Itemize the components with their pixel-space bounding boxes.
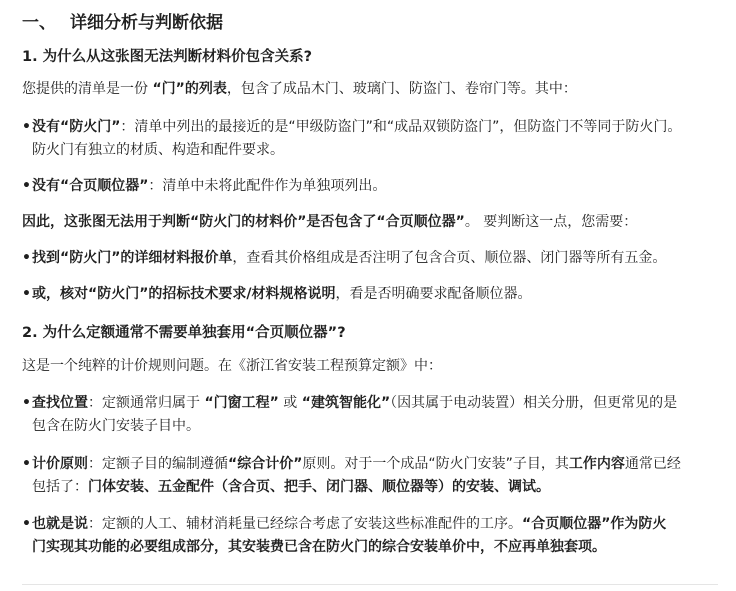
q1-intro-text-a: 您提供的清单是一份 [22,81,153,97]
bullet-icon: • [22,516,31,532]
list-item-pricing-principle [22,453,681,499]
bullet-icon: • [22,119,31,135]
list-item-no-fire-door [22,116,681,162]
list-item-text: ：定额子目的编制遵循 [88,456,228,472]
question-2-heading: 2. 为什么定额通常不需要单独套用“合页顺位器”? [22,325,346,341]
list-item-label: 找到“防火门”的详细材料报价单 [32,250,233,266]
list-item-text-continued: 包括了： [32,479,88,495]
bottom-divider [22,584,718,585]
list-item-label: 查找位置 [32,395,88,411]
bullet-icon: • [22,178,31,194]
bullet-icon: • [22,456,31,472]
list-item-text: 原则。对于一个成品“防火门安装”子目，其 [302,456,569,472]
list-item-bold: “门窗工程” [204,395,279,411]
conclusion-text: 。 要判断这一点，您需要： [464,214,638,230]
list-item-check-spec [22,283,532,306]
list-item-text: ，看是否明确要求配备顺位器。 [335,286,532,302]
q1-intro-text-c: ，包含了成品木门、玻璃门、防盗门、卷帘门等。其中： [226,81,577,97]
list-item-text: ：清单中未将此配件作为单独项列出。 [148,178,387,194]
list-item-text: ：定额通常归属于 [88,395,205,411]
list-item-label: 没有“防火门” [32,119,121,135]
list-item-bold: “合页顺位器”作为防火 [522,516,667,532]
list-item-label: 也就是说 [32,516,88,532]
section-heading [22,8,223,33]
section-number: 一、 [22,13,56,33]
list-item-text: （因其属于电动装置）相关分册，但更常见的是 [390,395,678,411]
bullet-icon: • [22,250,31,266]
list-item-text-continued: 防火门有独立的材质、构造和配件要求。 [32,142,284,158]
list-item-bold: “综合计价” [228,456,303,472]
conclusion-bold: 因此，这张图无法用于判断“防火门的材料价”是否包含了“合页顺位器” [22,214,465,230]
q1-intro [22,78,577,101]
q1-intro-bold: “门”的列表 [152,81,227,97]
list-item-bold: 门体安装、五金配件（含合页、把手、闭门器、顺位器等）的安装、调试。 [88,479,550,495]
list-item-text: 通常已经 [624,456,681,472]
list-item-bold-continued: 门实现其功能的必要组成部分，其安装费已含在防火门的综合安装单价中，不应再单独套项。 [32,539,606,555]
list-item-label: 计价原则 [32,456,88,472]
list-item-text: ，查看其价格组成是否注明了包含合页、顺位器、闭门器等所有五金。 [232,250,667,266]
list-item-bold: 工作内容 [568,456,625,472]
list-item-in-other-words [22,513,666,559]
q1-conclusion [22,211,637,234]
list-item-bold: “建筑智能化” [301,395,391,411]
section-title: 详细分析与判断依据 [70,13,223,33]
list-item-label: 没有“合页顺位器” [32,178,149,194]
list-item-text: ：清单中列出的最接近的是“甲级防盗门”和“成品双锁防盗门”，但防盗门不等同于防火门。 [120,119,682,135]
list-item-text: ：定额的人工、辅材消耗量已经综合考虑了安装这些标准配件的工序。 [88,516,522,532]
q2-intro: 这是一个纯粹的计价规则问题。在《浙江省安装工程预算定额》中： [22,358,442,374]
list-item-find-quotation [22,247,666,270]
list-item-text-continued: 包含在防火门安装子目中。 [32,418,200,434]
list-item-lookup-location [22,392,677,438]
list-item-label: 或，核对“防火门”的招标技术要求/材料规格说明 [32,286,336,302]
bullet-icon: • [22,286,31,302]
list-item-text: 或 [278,395,302,411]
list-item-no-hinge-sequencer [22,175,386,198]
bullet-icon: • [22,395,31,411]
question-1-heading: 1. 为什么从这张图无法判断材料价包含关系? [22,49,313,65]
